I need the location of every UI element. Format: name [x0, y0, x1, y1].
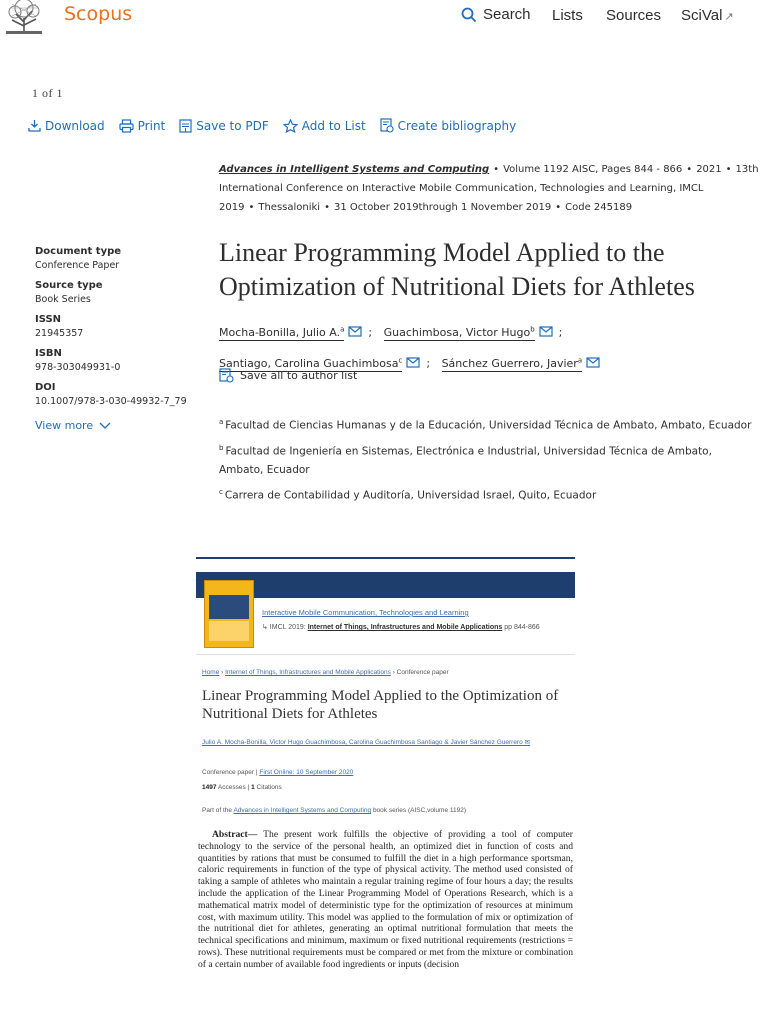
preview-title: Linear Programming Model Applied to the Optimization of Nutritional Diets for Athletes: [202, 688, 559, 722]
result-pager: 1 of 1: [32, 86, 63, 100]
affiliation-mark: c: [219, 488, 223, 496]
book-cover-image: [204, 580, 254, 648]
preview-series-prefix: Part of the: [202, 807, 232, 814]
preview-authors-text: Julio A. Mocha-Bonilla, Victor Hugo Guachimbosa, Carolina Guachimbosa Santiago & Javier Sánchez Guerrero: [202, 739, 523, 746]
preview-abstract: [198, 829, 573, 971]
author-name: Guachimbosa, Victor Hugo: [383, 325, 531, 339]
preview-series: [202, 807, 466, 814]
author-name: Sánchez Guerrero, Javier: [441, 357, 578, 371]
save-all-authors-label: Save all to author list: [240, 369, 358, 382]
chevron-down-icon: [99, 422, 111, 430]
preview-accesses-label: Accesses: [217, 784, 246, 791]
preview-series-link: Advances in Intelligent Systems and Computing: [233, 807, 372, 814]
create-bibliography-label: Create bibliography: [397, 118, 517, 133]
affiliation-mark: b: [219, 443, 224, 452]
doc-type-label: Document type: [35, 246, 122, 257]
author-affiliation-mark: c: [398, 356, 403, 365]
preview-crumb-type: Conference paper: [396, 669, 449, 676]
affiliation-mark: a: [219, 418, 224, 426]
author-affiliation-mark: a: [577, 356, 583, 365]
author-affiliation-mark: b: [530, 325, 535, 333]
search-icon: [461, 7, 477, 23]
brand-name[interactable]: Scopus: [64, 3, 133, 25]
view-more-label: View more: [35, 419, 94, 432]
affiliation-text: Facultad de Ingeniería en Sistemas, Electrónica e Industrial, Universidad Técnica de Ambato, Ambato, Ecuador: [219, 445, 712, 476]
author-list-icon: [219, 368, 234, 383]
preview-type: Conference paper: [202, 769, 255, 776]
preview-crumb-home: Home: [202, 669, 220, 676]
source-type-value: Book Series: [35, 294, 91, 305]
nav-search[interactable]: [461, 6, 531, 23]
nav-lists[interactable]: Lists: [552, 7, 583, 24]
issn-label: ISSN: [35, 314, 62, 325]
nav-scival-label: SciVal: [681, 7, 723, 24]
document-title: Linear Programming Model Applied to the Optimization of Nutritional Diets for Athletes: [219, 238, 695, 301]
source-code: Code 245189: [565, 202, 633, 213]
email-icon[interactable]: [406, 357, 420, 368]
issn-value: 21945357: [35, 328, 84, 339]
pdf-icon: [179, 119, 192, 133]
doc-type-value: Conference Paper: [35, 260, 120, 271]
elsevier-logo-icon[interactable]: [2, 0, 48, 36]
preview-citations-num: 1: [251, 784, 255, 791]
affiliation-item: [219, 413, 759, 436]
top-navigation: [0, 0, 768, 36]
embedded-paper-preview: [196, 557, 575, 1024]
isbn-value: 978-303049931-0: [35, 362, 121, 373]
document-toolbar: [28, 118, 516, 133]
preview-book-link: Interactive Mobile Communication, Technologies and Learning: [262, 608, 469, 617]
author-link[interactable]: [219, 326, 344, 341]
preview-top-rule: [196, 557, 575, 559]
view-more-button[interactable]: [35, 419, 205, 432]
preview-stats: 1497 Accesses | 1 Citations: [202, 784, 282, 791]
email-icon[interactable]: [539, 326, 553, 337]
preview-authors: Julio A. Mocha-Bonilla, Victor Hugo Guachimbosa, Carolina Guachimbosa Santiago & Javier Sánchez Guerrero ✉: [202, 739, 530, 746]
star-icon: [283, 119, 298, 133]
print-label: Print: [137, 118, 166, 133]
separator-dot: •: [493, 164, 500, 175]
preview-conf-prefix: ↳ IMCL 2019:: [262, 624, 306, 631]
add-to-list-label: Add to List: [301, 118, 366, 133]
separator-dot: •: [324, 202, 330, 213]
print-button[interactable]: [119, 119, 166, 133]
book-cover-art: [209, 621, 249, 641]
author-link[interactable]: [442, 357, 583, 372]
save-pdf-button[interactable]: [179, 119, 269, 133]
author-affiliation-mark: a: [340, 325, 345, 333]
preview-type-line: Conference paper | First Online: 10 September 2020: [202, 769, 354, 776]
preview-series-suffix: book series (AISC,volume 1192): [372, 807, 467, 814]
journal-link[interactable]: Advances in Intelligent Systems and Computing: [219, 164, 490, 175]
preview-conf-title: Internet of Things, Infrastructures and Mobile Applications: [307, 624, 503, 631]
document-metadata: [35, 246, 205, 432]
author-name: Santiago, Carolina Guachimbosa: [219, 357, 399, 371]
source-volume: Volume 1192 AISC, Pages 844 - 866: [503, 164, 683, 175]
nav-scival[interactable]: [681, 7, 734, 24]
email-icon[interactable]: [586, 357, 600, 368]
preview-accesses-num: 1497: [202, 784, 217, 791]
separator-dot: •: [248, 202, 255, 213]
author-separator: ;: [368, 325, 373, 339]
source-dates: 31 October 2019through 1 November 2019: [334, 202, 552, 213]
isbn-label: ISBN: [35, 348, 62, 359]
print-icon: [119, 119, 134, 133]
save-all-authors-button[interactable]: [219, 368, 357, 383]
source-location: Thessaloniki: [258, 202, 321, 213]
email-icon[interactable]: [348, 326, 362, 337]
affiliations: [219, 413, 759, 509]
separator-dot: •: [725, 164, 732, 175]
author-link[interactable]: [384, 326, 535, 341]
doi-value: 10.1007/978-3-030-49932-7_79: [35, 396, 187, 407]
affiliation-item: [219, 439, 759, 481]
book-cover-title-block: [209, 595, 249, 619]
preview-citations-label: Citations: [256, 784, 282, 791]
add-to-list-button[interactable]: [283, 119, 366, 133]
create-bibliography-button[interactable]: [380, 118, 517, 133]
affiliation-item: [219, 483, 759, 506]
download-icon: [28, 119, 41, 132]
save-pdf-label: Save to PDF: [196, 118, 269, 133]
download-button[interactable]: [28, 119, 105, 133]
preview-crumb-book: Internet of Things, Infrastructures and Mobile Applications: [225, 669, 391, 676]
preview-first-online: First Online: 10 September 2020: [259, 769, 354, 776]
doi-label: DOI: [35, 382, 56, 393]
separator-dot: •: [555, 202, 562, 213]
source-info: [219, 160, 764, 217]
author-separator: ;: [426, 357, 431, 371]
separator-dot: •: [686, 164, 693, 175]
download-label: Download: [45, 118, 105, 133]
bibliography-icon: [380, 118, 394, 133]
external-link-icon: ↗: [724, 11, 734, 23]
affiliation-text: Carrera de Contabilidad y Auditoría, Universidad Israel, Quito, Ecuador: [224, 489, 597, 502]
source-conference: 13th International Conference on Interactive Mobile Communication, Technologies and Learning, IMCL 2019: [219, 164, 759, 213]
affiliation-text: Facultad de Ciencias Humanas y de la Educación, Universidad Técnica de Ambato, Ambato, Ecuador: [225, 419, 752, 432]
preview-conference: [262, 623, 540, 631]
author-name: Mocha-Bonilla, Julio A.: [219, 325, 341, 339]
source-type-label: Source type: [35, 280, 103, 291]
nav-search-label: Search: [483, 6, 531, 23]
preview-breadcrumb: Home › Internet of Things, Infrastructures and Mobile Applications › Conference paper: [202, 669, 449, 676]
preview-abstract-label: Abstract—: [212, 829, 258, 840]
author-separator: ;: [558, 325, 563, 339]
nav-sources[interactable]: Sources: [606, 7, 662, 24]
preview-abstract-text: The present work fulfills the objective of providing a tool of computer technology to the service of the personal health, an optimized diet in function of costs and quantities by rations that must be consumed to fulfill the diet in a high performance sportsman, caloric requirements in function of the type of physical activity. The method used consisted of taking a sample of athletes who maintain a regular training regime of four hours a day; the results include the application of the Linear Programming Model of Operations Research, which is a mathematical matrix model of deterministic type for the optimization of resources at minimum cost, with maximum utility. This model was applied to the formulation of mix or optimization of the nutritional diet for athletes, generating an optimal nutritional formulation that meets the technical specifications and minimum, maximum or fixed nutritional requirements (restrictions = rows). These nutritional requirements must be compared or met from the mixture or combination of a certain number of available food ingredients or inputs (decision: [198, 829, 573, 970]
source-year: 2021: [696, 164, 722, 175]
preview-conf-pages: pp 844-866: [504, 624, 540, 631]
preview-divider: [196, 654, 575, 655]
